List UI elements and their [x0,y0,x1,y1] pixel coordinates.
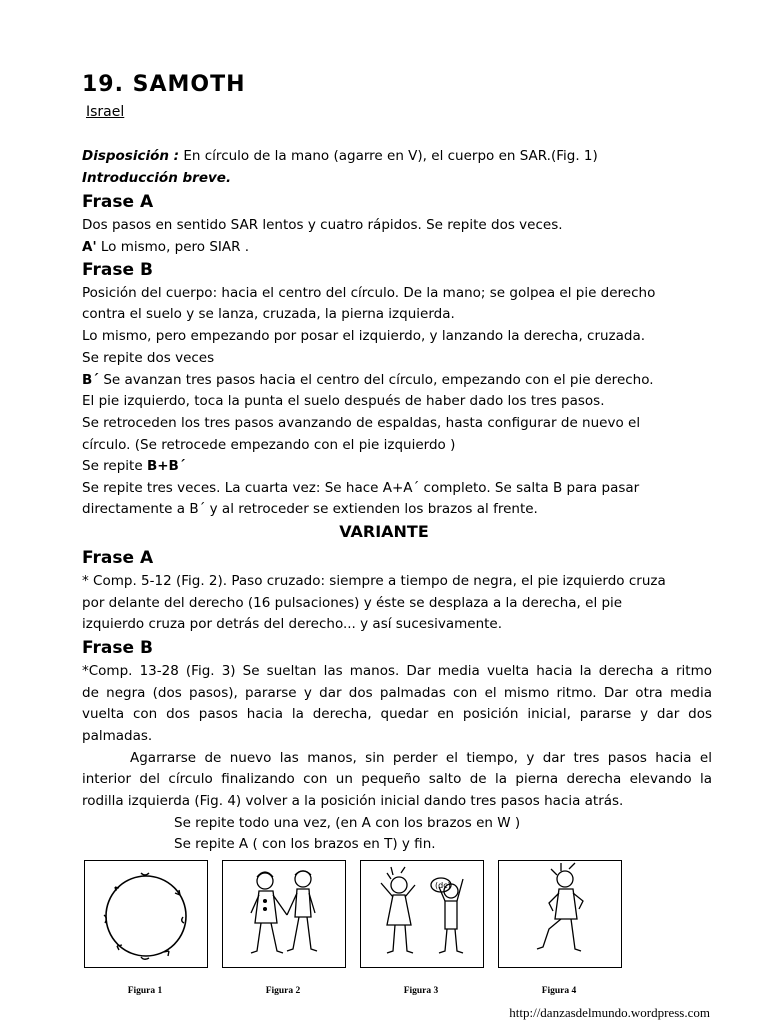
introduccion-line: Introducción breve. [82,170,232,186]
frase-b-prime-text: Se avanzan tres pasos hacia el centro del círculo, empezando con el pie derecho. [99,372,654,388]
frase-b-heading: Frase B [82,260,153,280]
variante-b-line-2: de negra (dos pasos), pararse y dar dos palmadas con el mismo ritmo. Dar otra media [82,685,712,701]
frase-b-line-9 [82,458,186,474]
variante-a-line-3: izquierdo cruza por detrás del derecho... y así sucesivamente. [82,616,503,632]
frase-a-line-2 [82,239,249,255]
variante-a-line-2: por delante del derecho (16 pulsaciones) y éste se desplaza a la derecha, el pie [82,595,623,611]
page-title: 19. SAMOTH [82,72,246,97]
figure-3 [360,860,484,968]
frase-b-line-3: Lo mismo, pero empezando por posar el izquierdo, y lanzando la derecha, cruzada. [82,328,646,344]
frase-b-repeat-bold: B+B´ [146,458,186,474]
circle-diagram [85,861,207,967]
frase-b-line-7: Se retroceden los tres pasos avanzando de espaldas, hasta configurar de nuevo el [82,415,641,431]
variante-b-line-8: Se repite todo una vez, (en A con los brazos en W ) [174,815,521,831]
variante-b-line-1: *Comp. 13-28 (Fig. 3) Se sueltan las manos. Dar media vuelta hacia la derecha a ritmo [82,663,712,679]
variante-frase-a-heading: Frase A [82,548,154,568]
variante-b-line-7: rodilla izquierda (Fig. 4) volver a la posición inicial dando tres pasos hacia atrás. [82,793,624,809]
disposicion-line [82,148,598,164]
dancers-clapping-illustration [361,861,483,967]
dancers-holding-hands-illustration [223,861,345,967]
frase-b-repeat-text: Se repite [82,458,147,474]
frase-b-line-11: directamente a B´ y al retroceder se extienden los brazos al frente. [82,501,538,517]
figure-1-caption: Figura 1 [127,986,163,996]
frase-a-prime-text: Lo mismo, pero SIAR . [96,239,250,255]
frase-b-line-4: Se repite dos veces [82,350,215,366]
figure-3-caption: Figura 3 [403,986,439,996]
variante-b-line-4: palmadas. [82,728,153,744]
figure-2-caption: Figura 2 [265,986,301,996]
disposicion-label: Disposición : [82,148,180,164]
frase-b-line-8: círculo. (Se retrocede empezando con el pie izquierdo ) [82,437,456,453]
disposicion-text: En círculo de la mano (agarre en V), el cuerpo en SAR.(Fig. 1) [179,148,598,164]
country-label: Israel [86,104,125,120]
variante-frase-b-heading: Frase B [82,638,153,658]
frase-b-prime-label: B´ [82,372,100,388]
figure-4 [498,860,622,968]
frase-a-prime-label: A' [82,239,97,255]
frase-a-line-1: Dos pasos en sentido SAR lentos y cuatro rápidos. Se repite dos veces. [82,217,563,233]
frase-a-heading: Frase A [82,192,154,212]
figure-2 [222,860,346,968]
frase-b-line-6: El pie izquierdo, toca la punta el suelo después de haber dado los tres pasos. [82,393,605,409]
variante-b-line-6: interior del círculo finalizando con un pequeño salto de la pierna derecha elevando la [82,771,712,787]
frase-b-line-5 [82,372,654,388]
variante-b-line-5: Agarrarse de nuevo las manos, sin perder el tiempo, y dar tres pasos hacia el [130,750,712,766]
figure-1 [84,860,208,968]
frase-b-line-10: Se repite tres veces. La cuarta vez: Se hace A+A´ completo. Se salta B para pasar [82,480,640,496]
dancer-raised-knee-illustration [499,861,621,967]
variante-b-line-9: Se repite A ( con los brazos en T) y fin. [174,836,436,852]
frase-b-line-1: Posición del cuerpo: hacia el centro del círculo. De la mano; se golpea el pie derecho [82,285,656,301]
figure-4-caption: Figura 4 [541,986,577,996]
variante-heading: VARIANTE [339,522,429,541]
figure-3-bubble-text: (dc) [435,881,451,890]
source-url-link[interactable]: http://danzasdelmundo.wordpress.com [509,1005,710,1020]
variante-a-line-1: * Comp. 5-12 (Fig. 2). Paso cruzado: siempre a tiempo de negra, el pie izquierdo cruza [82,573,666,589]
variante-b-line-3: vuelta con dos pasos hacia la derecha, quedar en posición inicial, pararse y dar dos [82,706,712,722]
frase-b-line-2: contra el suelo y se lanza, cruzada, la pierna izquierda. [82,306,455,322]
